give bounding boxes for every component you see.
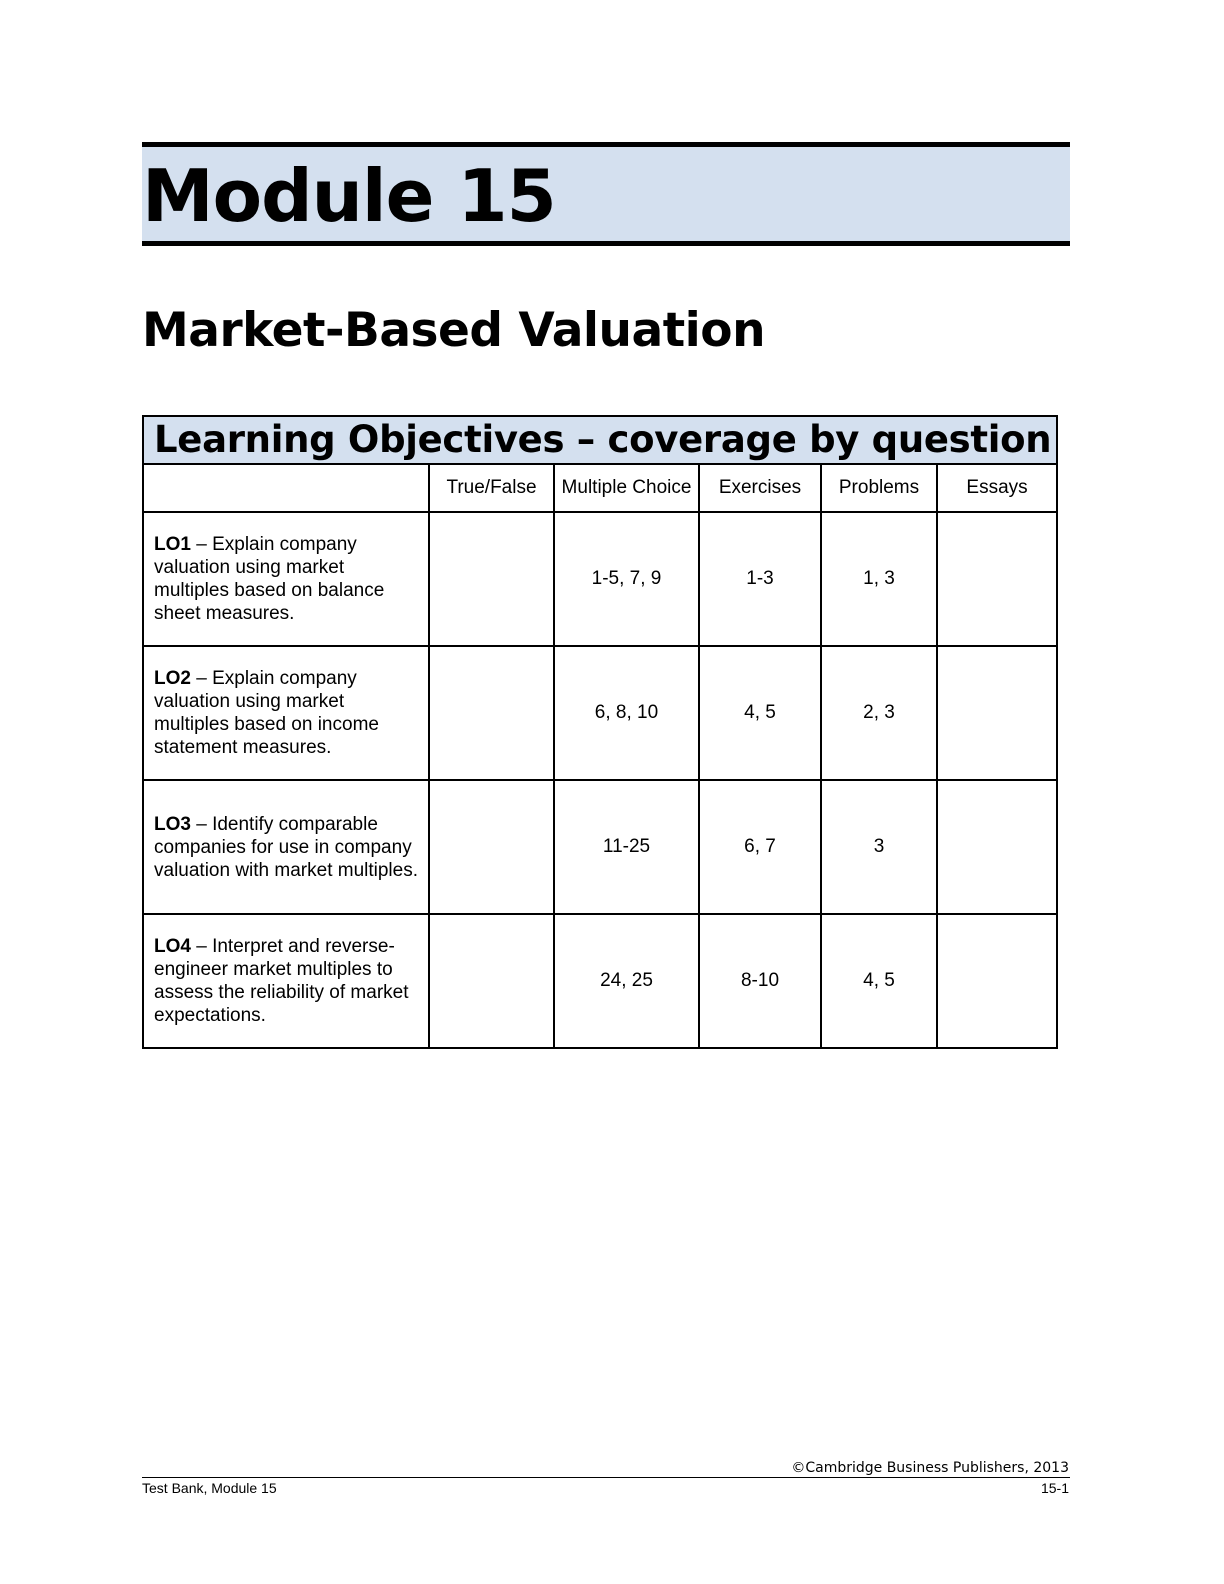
essays-cell — [937, 646, 1057, 780]
objective-cell — [143, 780, 429, 914]
table-header-row — [143, 464, 1057, 512]
footer-copyright: ©Cambridge Business Publishers, 2013 — [791, 1460, 1069, 1476]
problems-cell: 3 — [821, 780, 937, 914]
table-row — [143, 780, 1057, 914]
multiple-choice-cell: 6, 8, 10 — [554, 646, 699, 780]
table-title: Learning Objectives – coverage by question — [143, 416, 1057, 464]
module-title-band — [142, 142, 1070, 246]
column-header-problems: Problems — [821, 464, 937, 512]
multiple-choice-cell: 11-25 — [554, 780, 699, 914]
objective-description: – Identify comparable companies for use in company valuation with market multiples. — [154, 813, 418, 881]
true-false-cell — [429, 914, 554, 1048]
essays-cell — [937, 780, 1057, 914]
objective-cell — [143, 646, 429, 780]
page-subtitle: Market-Based Valuation — [142, 303, 766, 358]
exercises-cell: 4, 5 — [699, 646, 821, 780]
objective-cell — [143, 512, 429, 646]
column-header-exercises: Exercises — [699, 464, 821, 512]
column-header-multiple-choice: Multiple Choice — [554, 464, 699, 512]
true-false-cell — [429, 780, 554, 914]
multiple-choice-cell: 24, 25 — [554, 914, 699, 1048]
footer-page-number: 15-1 — [1040, 1480, 1069, 1496]
objective-code: LO1 — [154, 534, 191, 555]
footer-divider — [142, 1477, 1070, 1478]
footer-document-name: Test Bank, Module 15 — [142, 1480, 277, 1496]
objective-description: – Explain company valuation using market multiples based on income statement measures. — [154, 668, 379, 758]
objective-code: LO2 — [154, 668, 191, 689]
exercises-cell: 1-3 — [699, 512, 821, 646]
column-header-true-false: True/False — [429, 464, 554, 512]
table-title-row — [143, 416, 1057, 464]
exercises-cell: 6, 7 — [699, 780, 821, 914]
table-row — [143, 914, 1057, 1048]
problems-cell: 4, 5 — [821, 914, 937, 1048]
module-title: Module 15 — [142, 154, 556, 238]
table-row — [143, 646, 1057, 780]
multiple-choice-cell: 1-5, 7, 9 — [554, 512, 699, 646]
learning-objectives-table — [142, 415, 1058, 1049]
essays-cell — [937, 914, 1057, 1048]
objective-description: – Explain company valuation using market multiples based on balance sheet measures. — [154, 534, 385, 624]
table-row — [143, 512, 1057, 646]
objective-description: – Interpret and reverse-engineer market multiples to assess the reliability of market expectations. — [154, 936, 409, 1026]
objective-code: LO4 — [154, 936, 191, 957]
objective-code: LO3 — [154, 813, 191, 835]
true-false-cell — [429, 646, 554, 780]
objective-cell — [143, 914, 429, 1048]
exercises-cell: 8-10 — [699, 914, 821, 1048]
true-false-cell — [429, 512, 554, 646]
problems-cell: 2, 3 — [821, 646, 937, 780]
column-header-essays: Essays — [937, 464, 1057, 512]
essays-cell — [937, 512, 1057, 646]
problems-cell: 1, 3 — [821, 512, 937, 646]
column-header-objective — [143, 464, 429, 512]
